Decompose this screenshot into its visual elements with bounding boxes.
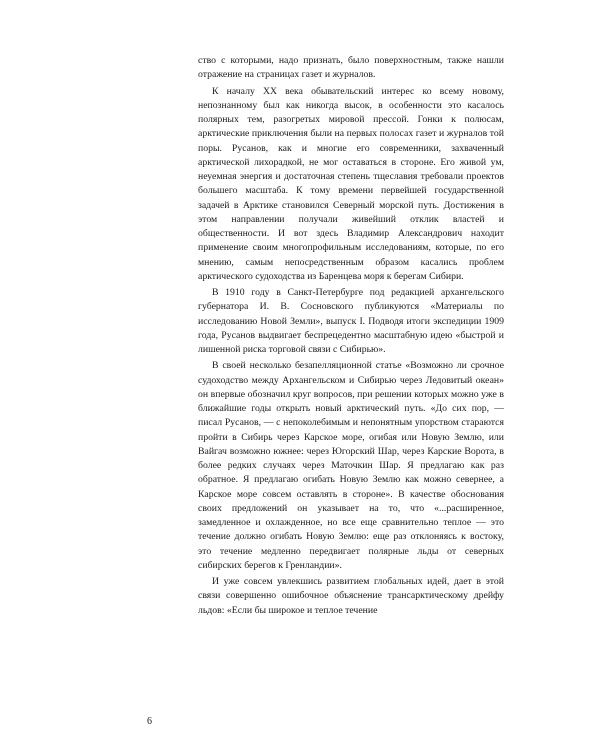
body-text <box>198 54 504 620</box>
paragraph-continued: ство с которыми, надо признать, было поверхностным, также нашли отражение на страницах газет и журналов. <box>198 55 504 81</box>
paragraph: И уже совсем увлекшись развитием глобальных идей, дает в этой связи совершенно ошибочное объяснение трансарктическому дрейфу льдов: «Если бы широкое и теплое течение <box>198 576 504 616</box>
paragraph: К началу XX века обывательский интерес ко всему новому, непознанному был как никогда высок, в особенности это касалось полярных тем, разогретых мировой прессой. Гонки к полюсам, арктические приключения были на первых полосах газет и журналов той поры. Русанов, как и многие его современники, захваченный арктической лихорадкой, не мог оставаться в стороне. Его живой ум, неуемная энергия и достаточная степень тщеславия требовали проектов большего масштаба. К тому времени первейшей государственной задачей в Арктике становился Северный морской путь. Достижения в этом направлении получали живейший отклик властей и общественности. И вот здесь Владимир Александрович находит применение своим многопрофильным исследованиям, которые, по его мнению, самым непосредственным образом касались проблем арктического судоходства из Баренцева моря к берегам Сибири. <box>198 85 504 282</box>
page-number: 6 <box>147 716 152 727</box>
paragraph: В 1910 году в Санкт-Петербурге под редакцией архангельского губернатора И. В. Сосновского публикуются «Материалы по исследованию Новой Земли», выпуск I. Подводя итоги экспедиции 1909 года, Русанов выдвигает беспрецедентно масштабную идею «быстрой и лишенной риска торговой связи с Сибирью». <box>198 287 504 355</box>
paragraph: В своей несколько безапелляционной статье «Возможно ли срочное судоходство между Архангельском и Сибирью через Ледовитый океан» он впервые обозначил круг вопросов, при решении которых можно уже в ближайшие годы открыть новый арктический путь. «До сих пор, — писал Русанов, — с непоколебимым и непонятным упорством стараются пройти в Сибирь через Карское море, огибая или Новую Землю, или Вайгач возможно южнее: через Югорский Шар, через Карские Ворота, в более редких случаях через Маточкин Шар. Я предлагаю как раз обратное. Я предлагаю огибать Новую Землю как можно севернее, а Карское море совсем оставлять в стороне». В качестве обоснования своих предложений он указывает на то, что «...расширенное, замедленное и охлажденное, но все еще сравнительно теплое — это течение должно огибать Новую Землю: еще раз отклоняясь к востоку, это течение медленно передвигает полярные льды от северных сибирских берегов к Гренландии». <box>198 360 504 571</box>
